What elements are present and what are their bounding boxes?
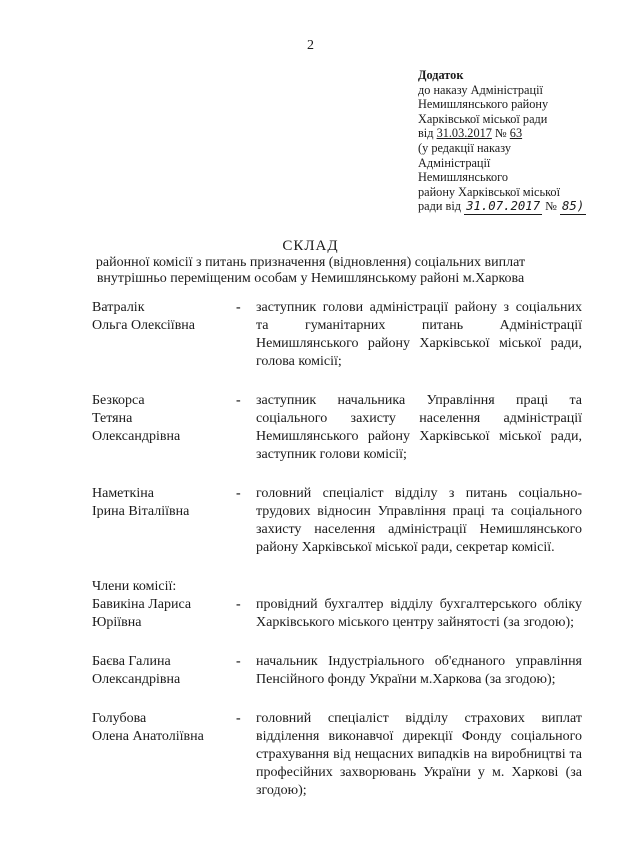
name-line: Юріївна [92, 615, 142, 630]
dash: - [236, 486, 241, 501]
handwritten-number: 85) [562, 199, 585, 214]
name-line: Ірина Віталіївна [92, 504, 190, 519]
roster-entry [92, 299, 582, 371]
handwritten-date: 31.07.2017 [466, 199, 541, 214]
member-name [92, 392, 236, 464]
addendum-line: (у редакції наказу [418, 140, 511, 155]
member-role: заступник голови адміністрації району з соціальних та гуманітарних питань Адміністрації Немишлянського району Харківської міської ради, голова комісії; [256, 300, 582, 369]
revision-date-prefix: ради від [418, 199, 461, 214]
name-line: Ольга Олексіївна [92, 318, 196, 333]
addendum-order-line [418, 126, 618, 141]
roster-entry [92, 596, 582, 632]
member-name [92, 299, 236, 371]
member-role: заступник начальника Управління праці та соціального захисту населення адміністрації Немишлянського району Харківської міської ради, заступник голови комісії; [256, 393, 582, 462]
dash: - [236, 711, 241, 726]
name-line: Голубова [92, 711, 147, 726]
order-number-sign: № [494, 126, 507, 141]
page-number: 2 [307, 38, 314, 53]
roster-entry [92, 710, 582, 800]
addendum-line: до наказу Адміністрації [418, 82, 543, 97]
member-role: провідний бухгалтер відділу бухгалтерського обліку Харківського міського центру зайнятості (за згодою); [256, 597, 582, 630]
heading-line: районної комісії з питань призначення (відновлення) соціальних виплат [95, 255, 526, 270]
dash: - [236, 654, 241, 669]
document-heading [0, 237, 621, 287]
name-line: Баєва Галина [92, 654, 171, 669]
name-line: Безкорса [92, 393, 145, 408]
order-date: 31.03.2017 [436, 126, 492, 141]
addendum-block [418, 68, 618, 215]
name-line: Тетяна [92, 411, 133, 426]
member-name [92, 710, 236, 800]
member-name [92, 485, 236, 557]
order-number: 63 [509, 126, 523, 141]
addendum-title: Додаток [418, 68, 464, 82]
addendum-revision-line [418, 199, 618, 215]
member-role: головний спеціаліст відділу страхових виплат відділення виконавчої дирекції Фонду соціального страхування від нещасних випадків на виробництві та професійних захворювань України у м. Харкові (за згодою); [256, 711, 582, 798]
name-line: Олександрівна [92, 429, 181, 444]
name-line: Олена Анатоліївна [92, 729, 204, 744]
dash: - [236, 597, 241, 612]
members-label: Члени комісії: [92, 579, 177, 594]
addendum-line: Немишлянського району [418, 97, 549, 112]
addendum-line: Немишлянського [418, 170, 508, 185]
member-role: головний спеціаліст відділу з питань соціально-трудових відносин Управління праці та соціального захисту населення адміністрації Немишлянського району Харківської міської ради, секретар комісії. [256, 486, 582, 555]
roster-entry [92, 485, 582, 557]
dash: - [236, 393, 241, 408]
dash: - [236, 300, 241, 315]
name-line: Бавикіна Лариса [92, 597, 192, 612]
addendum-line: району Харківської міської [418, 184, 560, 199]
member-name [92, 653, 236, 689]
order-date-prefix: від [418, 126, 434, 141]
member-role: начальник Індустріального об'єднаного управління Пенсійного фонду України м.Харкова (за згодою); [256, 654, 582, 687]
addendum-line: Адміністрації [418, 155, 491, 170]
name-line: Ватралік [92, 300, 145, 315]
committee-roster [92, 299, 582, 821]
revision-number-sign: № [545, 199, 557, 214]
roster-entry [92, 653, 582, 689]
name-line: Наметкіна [92, 486, 154, 501]
heading-title: СКЛАД [282, 238, 339, 254]
member-name [92, 596, 236, 632]
roster-entry [92, 392, 582, 464]
name-line: Олександрівна [92, 672, 181, 687]
heading-line: внутрішньо переміщеним особам у Немишлянському районі м.Харкова [96, 271, 525, 286]
addendum-line: Харківської міської ради [418, 111, 548, 126]
